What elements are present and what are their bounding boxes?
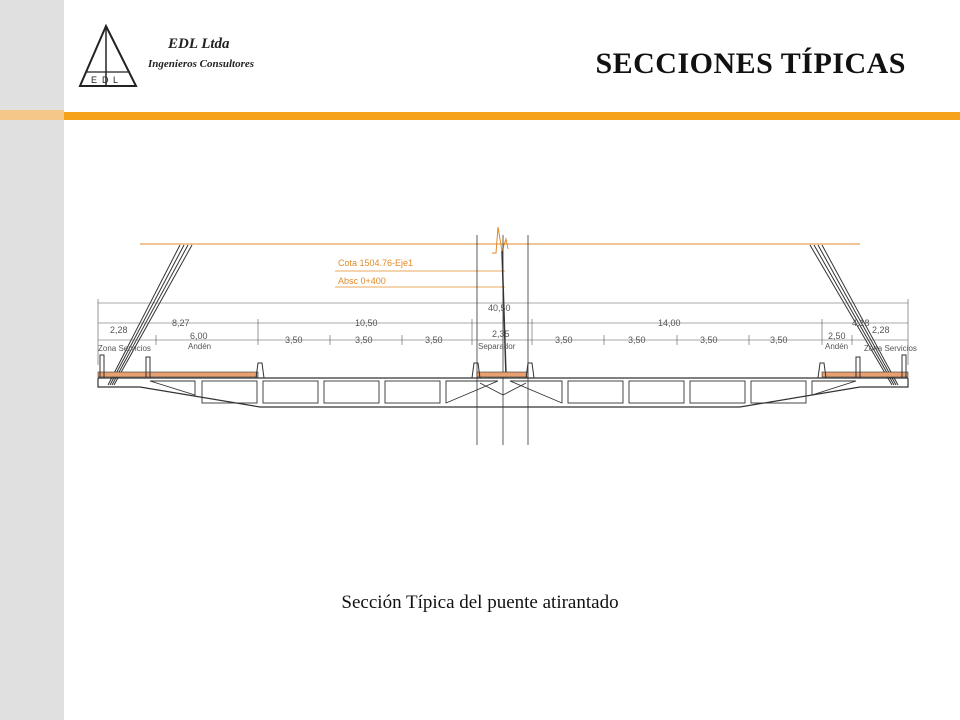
logo-letter-e: E bbox=[91, 75, 98, 85]
right-services-label: Zona Servicios bbox=[864, 344, 917, 353]
median-surface bbox=[477, 372, 528, 377]
logo-letter-d: D bbox=[102, 75, 109, 85]
lane-dim-2: 3,50 bbox=[355, 335, 373, 345]
lane-dim-1: 3,50 bbox=[285, 335, 303, 345]
right-sidewalk-dim: 2,50 bbox=[828, 331, 846, 341]
median-dim: 2,35 bbox=[492, 329, 510, 339]
left-services-label: Zona Servicios bbox=[98, 344, 151, 353]
logo-letter-l: L bbox=[113, 75, 119, 85]
axis-break-symbol bbox=[492, 227, 508, 253]
lane-dim-5: 3,50 bbox=[628, 335, 646, 345]
group-dim-lanes-left: 10,50 bbox=[355, 318, 378, 328]
right-stay-cables bbox=[810, 245, 898, 385]
lane-dim-3: 3,50 bbox=[425, 335, 443, 345]
group-dim-lanes-right: 14,00 bbox=[658, 318, 681, 328]
lane-dim-7: 3,50 bbox=[770, 335, 788, 345]
left-sidewalk-label: Andén bbox=[188, 342, 212, 351]
left-sidewalk-dim: 6,00 bbox=[190, 331, 208, 341]
figure-caption: Sección Típica del puente atirantado bbox=[341, 592, 619, 613]
logo-company-name: EDL Ltda bbox=[168, 36, 230, 52]
left-services-dim: 2,28 bbox=[110, 325, 128, 335]
right-sidewalk-label: Andén bbox=[825, 342, 849, 351]
median-label: Separador bbox=[478, 342, 516, 351]
elevation-label: Cota 1504.76-Eje1 bbox=[338, 258, 414, 268]
right-services-dim: 2,28 bbox=[872, 325, 890, 335]
group-dim-right: 4,18 bbox=[852, 318, 870, 328]
header-orange-rule bbox=[64, 112, 960, 120]
station-label: Absc 0+400 bbox=[338, 276, 386, 286]
edl-logo-icon bbox=[76, 22, 266, 92]
lane-dim-6: 3,50 bbox=[700, 335, 718, 345]
logo-company-subtitle: Ingenieros Consultores bbox=[148, 58, 255, 70]
sidebar-accent-band bbox=[0, 110, 64, 120]
page-title: SECCIONES TÍPICAS bbox=[595, 47, 906, 80]
left-sidewalk-surface bbox=[98, 372, 258, 377]
total-width-dim: 40,50 bbox=[488, 303, 511, 313]
right-sidewalk-surface bbox=[822, 372, 908, 377]
lane-dim-4: 3,50 bbox=[555, 335, 573, 345]
bridge-cross-section-drawing bbox=[80, 215, 920, 455]
group-dim-left: 8,27 bbox=[172, 318, 190, 328]
